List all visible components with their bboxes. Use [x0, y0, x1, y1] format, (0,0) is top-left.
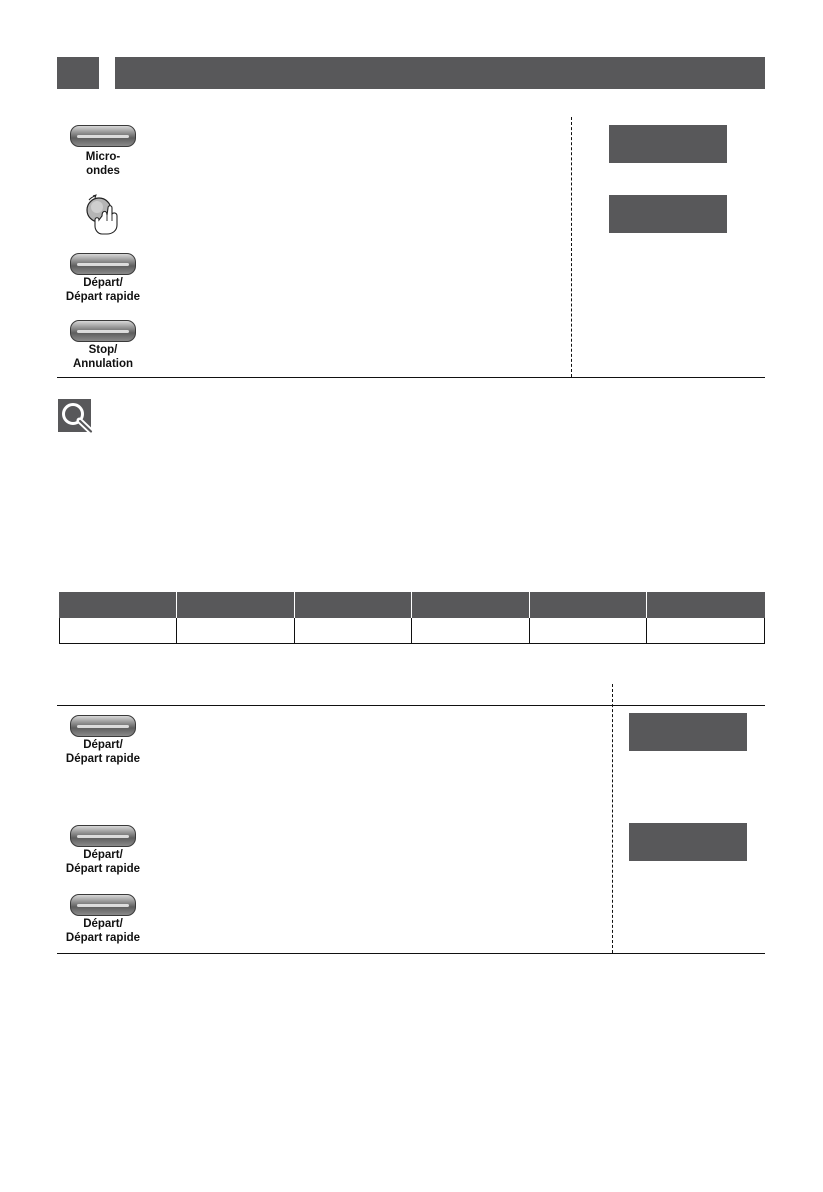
- table-row: [59, 618, 765, 644]
- table-column-divider: [646, 618, 647, 644]
- display-panel: [629, 713, 747, 751]
- depart-button-4[interactable]: [70, 894, 136, 916]
- section-number-block: [57, 57, 99, 89]
- table-header-row: [59, 592, 765, 618]
- table-column-divider: [529, 618, 530, 644]
- depart-button-4-label: Départ/ Départ rapide: [65, 918, 141, 944]
- stop-annulation-button[interactable]: [70, 320, 136, 342]
- depart-button-2-label: Départ/ Départ rapide: [65, 739, 141, 765]
- section-title-bar: [115, 57, 765, 89]
- display-panel: [609, 195, 727, 233]
- depart-button-1[interactable]: [70, 253, 136, 275]
- section-rule: [57, 953, 765, 954]
- micro-ondes-button[interactable]: [70, 125, 136, 147]
- display-panel: [629, 823, 747, 861]
- column-divider: [612, 684, 613, 953]
- dial-knob-hand-icon[interactable]: [80, 194, 124, 236]
- data-table: [59, 592, 765, 644]
- display-panel: [609, 125, 727, 163]
- table-column-divider: [411, 618, 412, 644]
- table-column-divider: [176, 618, 177, 644]
- table-column-divider: [294, 618, 295, 644]
- depart-button-3[interactable]: [70, 825, 136, 847]
- depart-button-2[interactable]: [70, 715, 136, 737]
- stop-annulation-button-label: Stop/ Annulation: [72, 344, 134, 370]
- column-divider: [571, 117, 572, 377]
- section-rule: [57, 705, 765, 706]
- depart-button-3-label: Départ/ Départ rapide: [65, 849, 141, 875]
- magnifier-icon: [57, 398, 99, 434]
- section-rule: [57, 377, 765, 378]
- micro-ondes-button-label: Micro- ondes: [85, 151, 121, 177]
- depart-button-1-label: Départ/ Départ rapide: [65, 277, 141, 303]
